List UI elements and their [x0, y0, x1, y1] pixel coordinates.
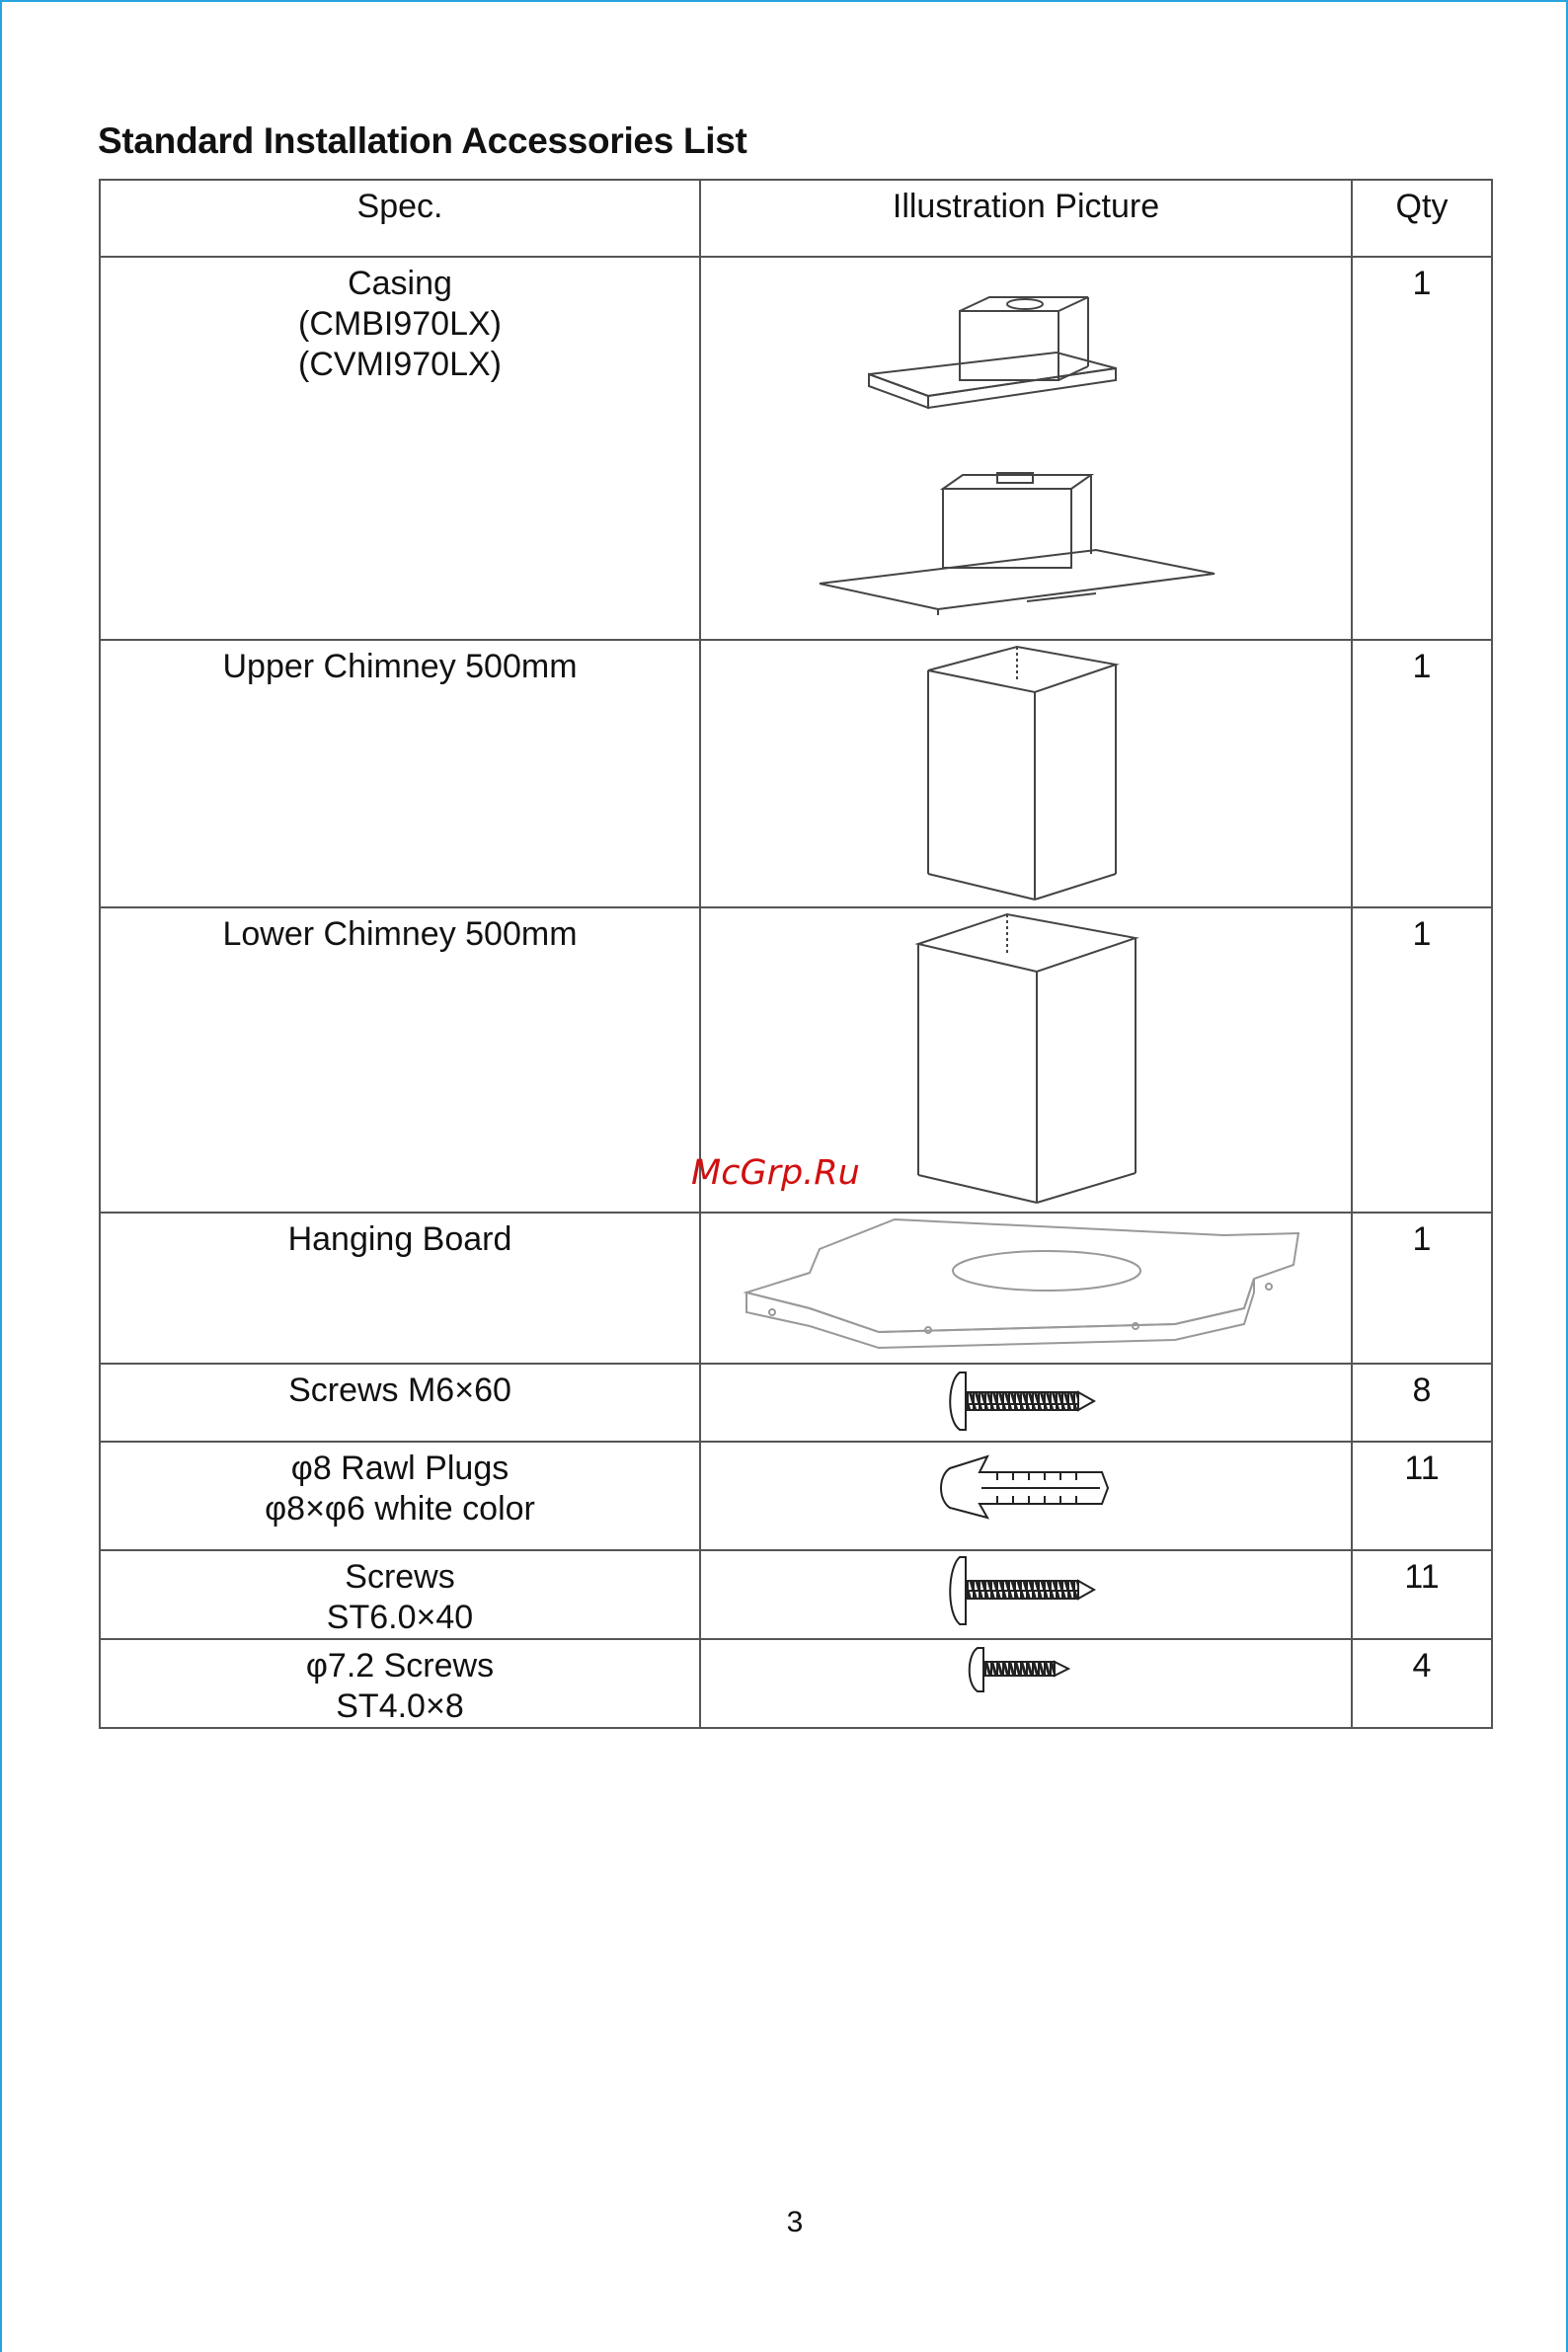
spec-cell: Hanging Board [100, 1213, 700, 1364]
screw-illustration [701, 1551, 1351, 1632]
qty-cell: 8 [1352, 1364, 1492, 1442]
table-header-row [100, 180, 1492, 257]
rawl-plug-illustration [701, 1443, 1351, 1547]
upper-chimney-illustration [701, 641, 1351, 904]
spec-cell: Upper Chimney 500mm [100, 640, 700, 907]
header-spec: Spec. [100, 180, 700, 257]
screw-illustration [701, 1365, 1351, 1439]
qty-cell: 11 [1352, 1550, 1492, 1639]
picture-cell [700, 1550, 1352, 1639]
spec-cell: φ8 Rawl Plugs φ8×φ6 white color [100, 1442, 700, 1550]
spec-cell: Screws ST6.0×40 [100, 1550, 700, 1639]
page-edge-top [0, 0, 1568, 2]
hanging-board-illustration [701, 1214, 1351, 1361]
spec-cell: Casing (CMBI970LX) (CVMI970LX) [100, 257, 700, 640]
qty-cell: 1 [1352, 640, 1492, 907]
header-qty: Qty [1352, 180, 1492, 257]
casing-illustration [701, 258, 1351, 637]
picture-cell [700, 1364, 1352, 1442]
qty-cell: 1 [1352, 907, 1492, 1213]
table-row [100, 1639, 1492, 1728]
picture-cell [700, 640, 1352, 907]
table-row [100, 1442, 1492, 1550]
picture-cell [700, 1442, 1352, 1550]
table-row [100, 640, 1492, 907]
qty-cell: 1 [1352, 1213, 1492, 1364]
spec-cell: φ7.2 Screws ST4.0×8 [100, 1639, 700, 1728]
table-row [100, 257, 1492, 640]
small-screw-illustration [701, 1640, 1351, 1721]
spec-cell: Lower Chimney 500mm [100, 907, 700, 1213]
page-title: Standard Installation Accessories List [98, 120, 747, 161]
table-row [100, 1364, 1492, 1442]
watermark: McGrp.Ru [691, 1153, 860, 1193]
spec-cell: Screws M6×60 [100, 1364, 700, 1442]
qty-cell: 11 [1352, 1442, 1492, 1550]
table-row [100, 1550, 1492, 1639]
picture-cell [700, 257, 1352, 640]
table-row [100, 1213, 1492, 1364]
page-number: 3 [786, 2206, 804, 2238]
accessories-table [99, 179, 1493, 1729]
picture-cell [700, 1639, 1352, 1728]
header-picture: Illustration Picture [700, 180, 1352, 257]
page-edge-left [0, 0, 2, 2352]
qty-cell: 1 [1352, 257, 1492, 640]
picture-cell [700, 1213, 1352, 1364]
qty-cell: 4 [1352, 1639, 1492, 1728]
